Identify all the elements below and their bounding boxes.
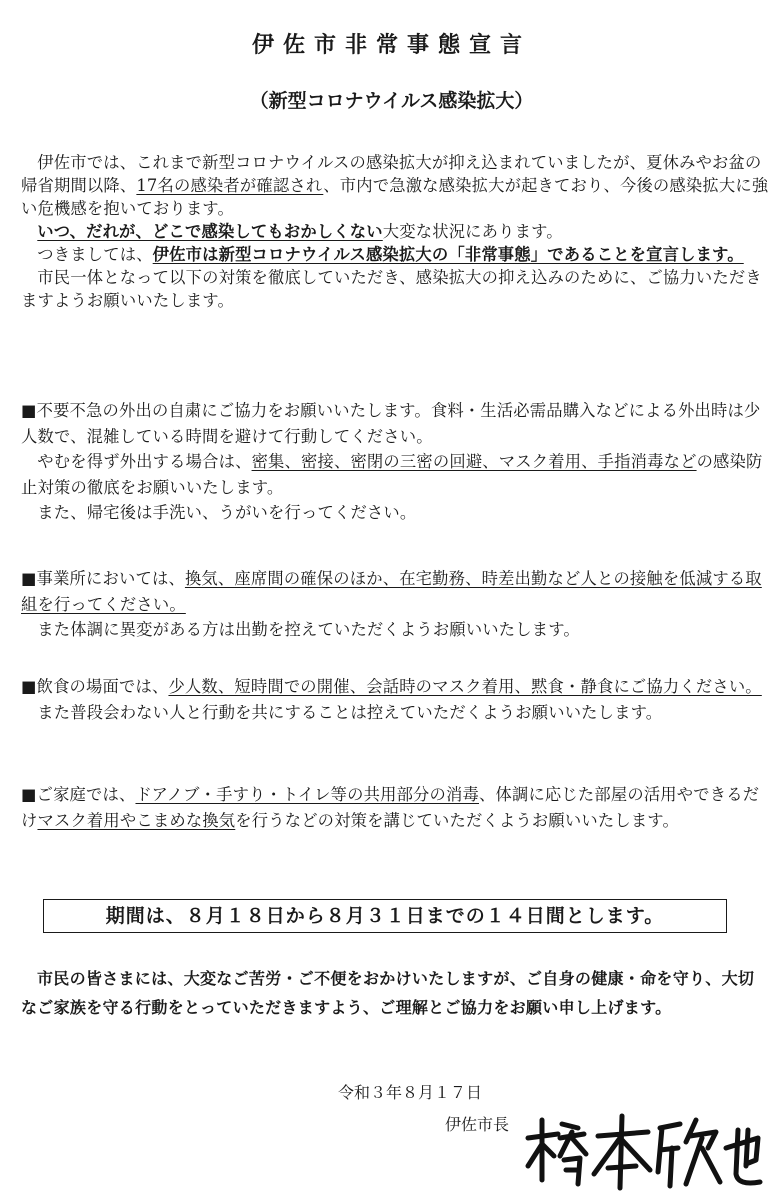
infected-count-text: 17名の感染者が確認され bbox=[136, 176, 324, 195]
section-outing-line1: ■不要不急の外出の自粛にご協力をお願いいたします。食料・生活必需品購入などによる外出時は少人数で、混雑している時間を避けて行動してください。 bbox=[21, 401, 761, 446]
section-outing-line3: また、帰宅後は手洗い、うがいを行ってください。 bbox=[37, 503, 417, 522]
closing-message: 市民の皆さまには、大変なご苦労・ご不便をおかけいたしますが、ご自身の健康・命を守り、大切なご家族を守る行動をとっていただきますよう、ご理解とご協力をお願い申し上げます。 bbox=[21, 969, 755, 1017]
section-dining bbox=[21, 674, 769, 725]
bullet-square-icon: ■ bbox=[21, 569, 37, 588]
section-business bbox=[21, 566, 769, 643]
section-dining-line2: また普段会わない人と行動を共にすることは控えていただくようお願いいたします。 bbox=[37, 702, 663, 722]
intro-paragraph-1: 伊佐市では、これまで新型コロナウイルスの感染拡大が抑え込まれていましたが、夏休みやお盆の帰省期間以降、17名の感染者が確認され、市内で急激な感染拡大が起きており、今後の感染拡大に強い危機感を抱いております。 bbox=[21, 153, 769, 218]
section-business-line1: ■事業所においては、換気、座席間の確保のほか、在宅勤務、時差出勤など人との接触を低減する取組を行ってください。 bbox=[21, 569, 762, 614]
bullet-square-icon: ■ bbox=[21, 785, 37, 804]
intro-section bbox=[21, 151, 769, 312]
intro-paragraph-4: 市民一体となって以下の対策を徹底していただき、感染拡大の抑え込みのために、ご協力いただきますようお願いいたします。 bbox=[21, 268, 762, 310]
page-subtitle: （新型コロナウイルス感染拡大） bbox=[249, 90, 534, 112]
period-box: 期間は、８月１８日から８月３１日までの１４日間とします。 bbox=[43, 899, 727, 933]
bullet-square-icon: ■ bbox=[21, 677, 37, 696]
intro-paragraph-2: いつ、だれが、どこで感染してもおかしくない大変な状況にあります。 bbox=[37, 222, 563, 241]
section-outing-line2: やむを得ず外出する場合は、密集、密接、密閉の三密の回避、マスク着用、手指消毒などの感染防止対策の徹底をお願いいたします。 bbox=[21, 452, 763, 497]
issue-date: 令和３年８月１７日 bbox=[338, 1083, 483, 1102]
emergency-declaration-text: 伊佐市は新型コロナウイルス感染拡大の「非常事態」であることを宣言します。 bbox=[152, 245, 744, 264]
intro-paragraph-3: つきましては、伊佐市は新型コロナウイルス感染拡大の「非常事態」であることを宣言します。 bbox=[37, 245, 744, 264]
section-dining-line1: ■飲食の場面では、少人数、短時間での開催、会話時のマスク着用、黙食・静食にご協力ください。 bbox=[21, 677, 762, 696]
section-home bbox=[21, 782, 769, 833]
mayor-signature bbox=[520, 1108, 765, 1193]
page-title: 伊佐市非常事態宣言 bbox=[251, 33, 531, 58]
bullet-square-icon: ■ bbox=[21, 401, 37, 420]
section-business-line2: また体調に異変がある方は出勤を控えていただくようお願いいたします。 bbox=[37, 620, 580, 639]
section-outing bbox=[21, 398, 769, 526]
mayor-title: 伊佐市長 bbox=[445, 1115, 510, 1134]
section-home-line1: ■ご家庭では、ドアノブ・手すり・トイレ等の共用部分の消毒、体調に応じた部屋の活用やできるだけマスク着用やこまめな換気を行うなどの対策を講じていただくようお願いいたします。 bbox=[21, 785, 760, 830]
